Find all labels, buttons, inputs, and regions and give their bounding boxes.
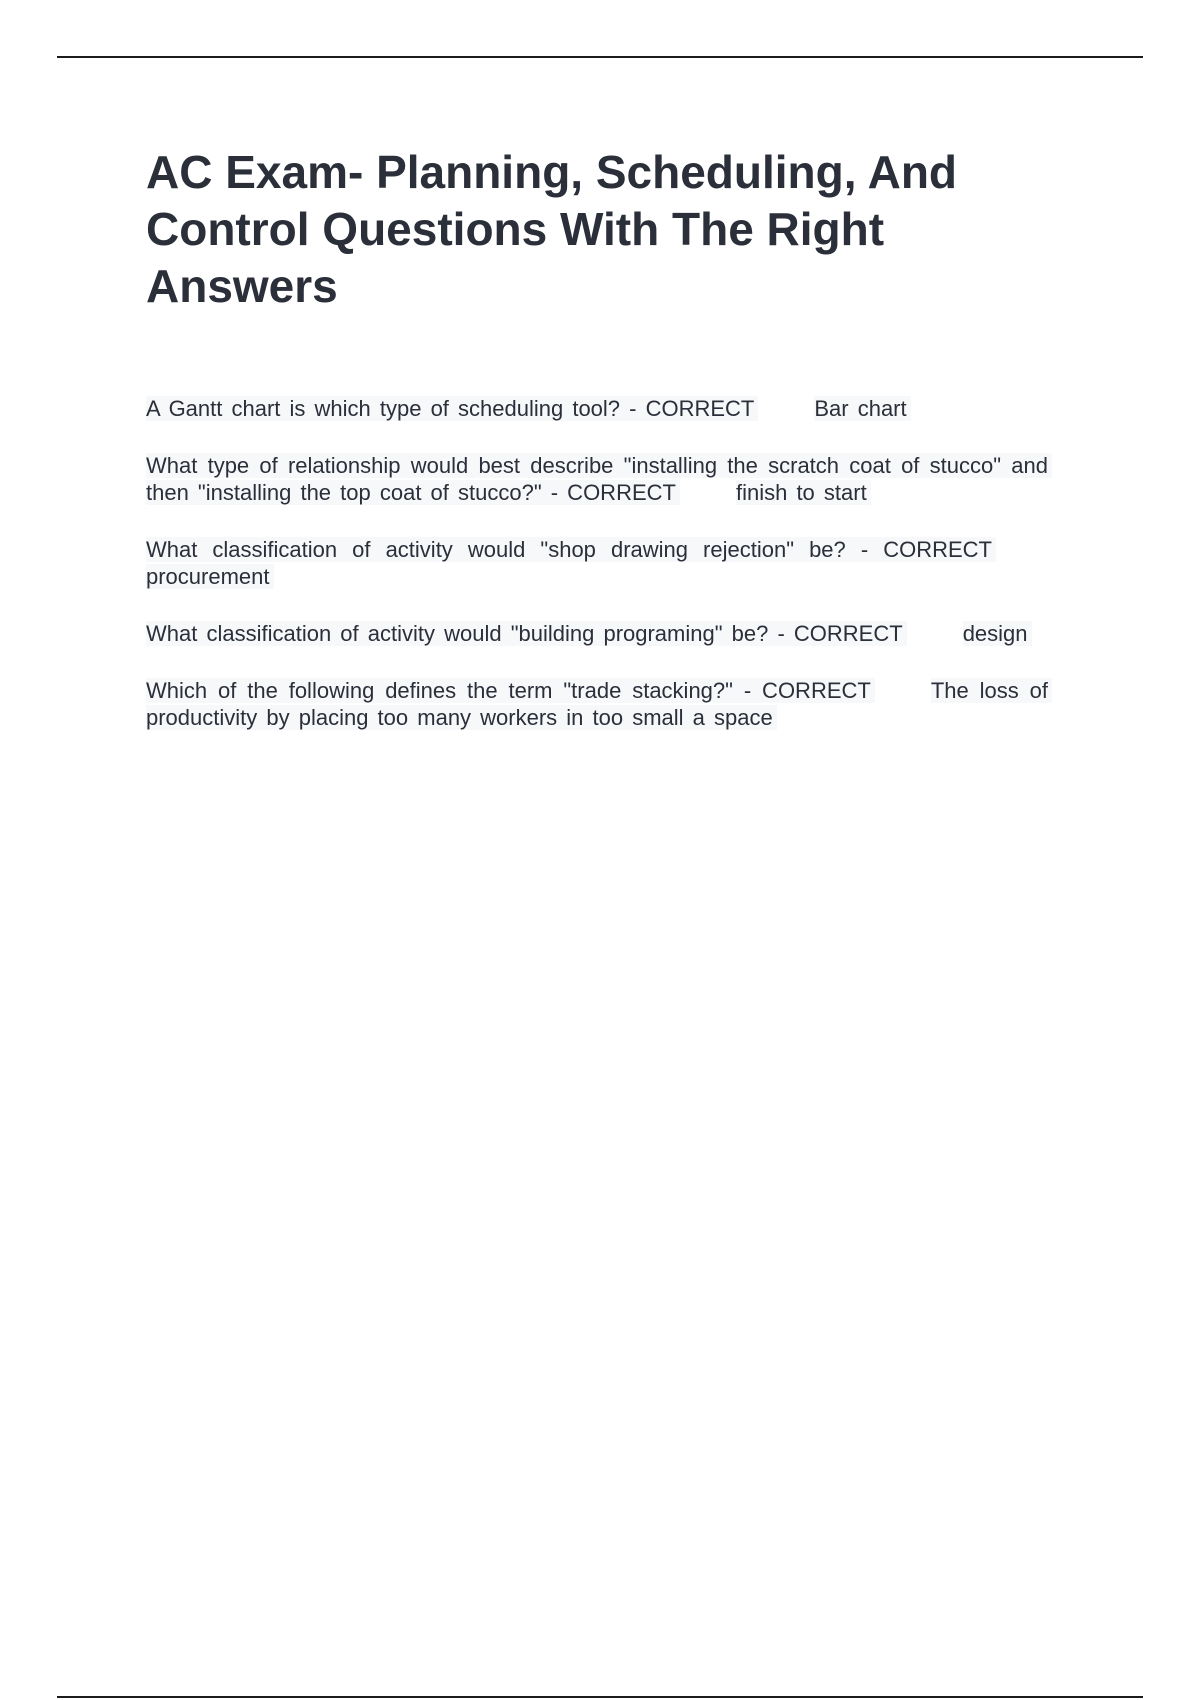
qa-question-3: What classification of activity would "shop drawing rejection" be? - CORRECT [146, 537, 996, 562]
qa-answer-2: finish to start [736, 480, 871, 505]
footer-rule [57, 1696, 1143, 1698]
qa-answer-5: The loss of productivity by placing too many workers in too small a space [146, 678, 1052, 730]
qa-question-1: A Gantt chart is which type of scheduling tool? - CORRECT [146, 396, 758, 421]
qa-item-4 [146, 620, 1052, 647]
page-title: AC Exam- Planning, Scheduling, And Control Questions With The Right Answers [146, 146, 958, 312]
qa-question-2: What type of relationship would best describe "installing the scratch coat of stucco" and then "installing the top coat of stucco?" - CORRECT [146, 453, 1052, 505]
qa-question-4: What classification of activity would "building programing" be? - CORRECT [146, 621, 907, 646]
qa-answer-3: procurement [146, 564, 274, 589]
qa-item-1 [146, 395, 1052, 422]
header-rule [57, 56, 1143, 58]
qa-list [146, 395, 1052, 761]
qa-answer-1: Bar chart [814, 396, 910, 421]
qa-item-3 [146, 536, 1052, 590]
qa-question-5: Which of the following defines the term "trade stacking?" - CORRECT [146, 678, 875, 703]
qa-answer-4: design [963, 621, 1032, 646]
qa-item-5 [146, 677, 1052, 731]
qa-item-2 [146, 452, 1052, 506]
